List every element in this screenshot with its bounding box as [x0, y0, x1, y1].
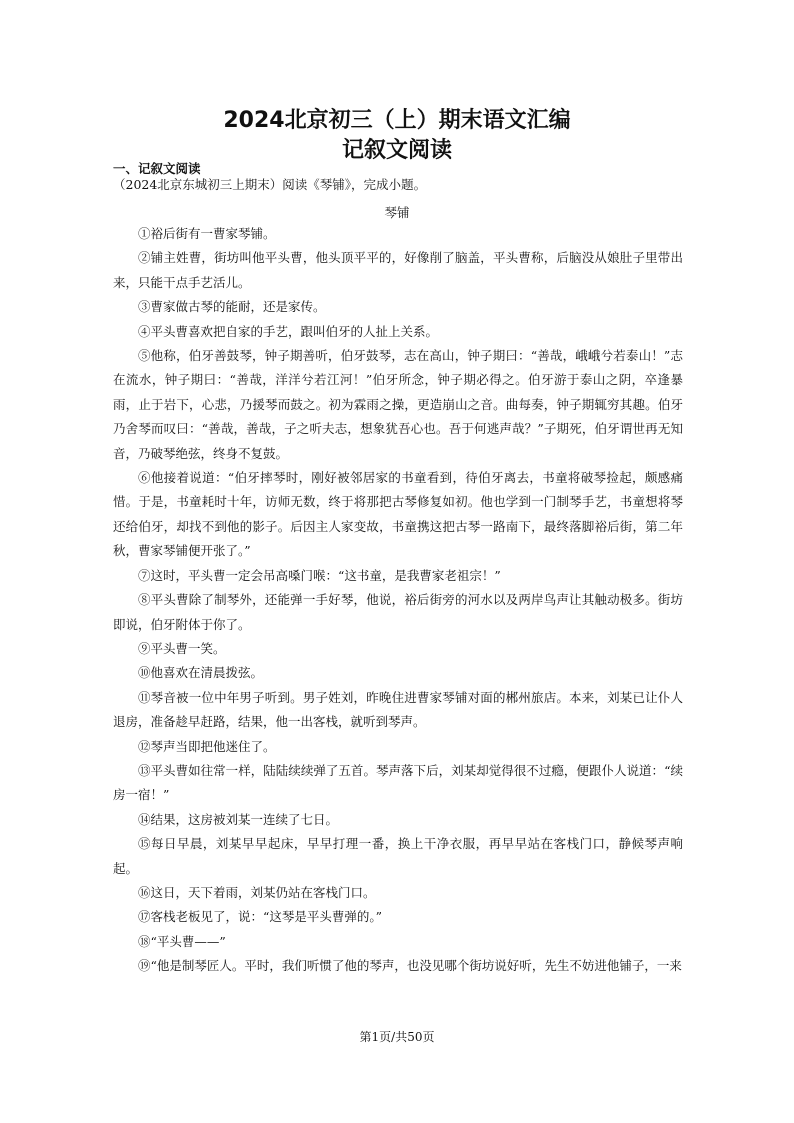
paragraph: ⑮每日早晨，刘某早早起床，早早打理一番，换上干净衣服，再早早站在客栈门口，静候琴声响起。 [113, 836, 683, 876]
paragraph: ⑩他喜欢在清晨拨弦。 [138, 665, 264, 681]
paragraph: ⑱“平头曹——” [138, 933, 226, 949]
paragraph: ⑭结果，这房被刘某一连续了七日。 [138, 811, 339, 827]
paragraph: ⑯这日，天下着雨，刘某仍站在客栈门口。 [138, 884, 376, 900]
paragraph: ⑧平头曹除了制琴外，还能弹一手好琴，他说，裕后街旁的河水以及两岸鸟声让其触动极多。街坊即说，伯牙附体于你了。 [113, 592, 683, 632]
paragraph: ④平头曹喜欢把自家的手艺，跟叫伯牙的人扯上关系。 [138, 323, 439, 339]
paragraph: ⑬平头曹如往常一样，陆陆续续弹了五首。琴声落下后，刘某却觉得很不过瘾，便跟仆人说道：“续房一宿！” [113, 762, 683, 803]
page-indicator: 第1页/共50页 [359, 1030, 435, 1044]
section-heading: 一、记叙文阅读 [113, 161, 201, 176]
paragraph: ⑦这时，平头曹一定会吊高嗓门喉：“这书童，是我曹家老祖宗！” [138, 567, 501, 583]
paragraph: ⑪琴音被一位中年男子听到。男子姓刘，昨晚住进曹家琴铺对面的郴州旅店。本来，刘某已让仆人退房，准备趁早赶路，结果，他一出客栈，就听到琴声。 [113, 689, 683, 730]
question-source: （2024北京东城初三上期末）阅读《琴铺》，完成小题。 [113, 177, 427, 192]
document-title: 2024北京初三（上）期末语文汇编 [223, 108, 571, 133]
paragraph: ③曹家做古琴的能耐，还是家传。 [138, 299, 326, 315]
paragraph: ⑥他接着说道：“伯牙摔琴时，刚好被邻居家的书童看到，待伯牙离去，书童将破琴捡起，颇感痛惜。于是，书童耗时十年，访师无数，终于将那把古琴修复如初。他也学到一门制琴手艺，书童想将琴还给伯牙，却找不到他的影子。后因主人家变故，书童携这把古琴一路南下，最终落脚裕后街，第二年秋，曹家琴铺便开张了。” [113, 470, 683, 559]
paragraph: ⑫琴声当即把他迷住了。 [138, 738, 276, 754]
paragraph: ⑰客栈老板见了，说：“这琴是平头曹弹的。” [138, 909, 383, 925]
paragraph: ②铺主姓曹，街坊叫他平头曹，他头顶平平的，好像削了脑盖，平头曹称，后脑没从娘肚子里带出来，只能干点手艺活儿。 [113, 250, 683, 290]
paragraph: ⑤他称，伯牙善鼓琴，钟子期善听，伯牙鼓琴，志在高山，钟子期曰：“善哉，峨峨兮若泰山！”志在流水，钟子期曰：“善哉，洋洋兮若江河！”伯牙所念，钟子期必得之。伯牙游于泰山之阴，卒逢暴雨，止于岩下，心悲，乃援琴而鼓之。初为霖雨之操，更造崩山之音。曲每奏，钟子期辄穷其趣。伯牙乃舍琴而叹曰：“善哉，善哉，子之听夫志，想象犹吾心也。吾于何逃声哉？”子期死，伯牙谓世再无知音，乃破琴绝弦，终身不复鼓。 [113, 348, 683, 461]
article-title: 琴铺 [384, 205, 410, 220]
paragraph: ⑨平头曹一笑。 [138, 640, 226, 656]
article-body [113, 222, 683, 979]
document-subtitle: 记叙文阅读 [341, 138, 452, 163]
paragraph: ⑲“他是制琴匠人。平时，我们听惯了他的琴声，也没见哪个街坊说好听，先生不妨进他铺子，一来 [138, 958, 682, 974]
paragraph: ①裕后街有一曹家琴铺。 [138, 226, 276, 241]
